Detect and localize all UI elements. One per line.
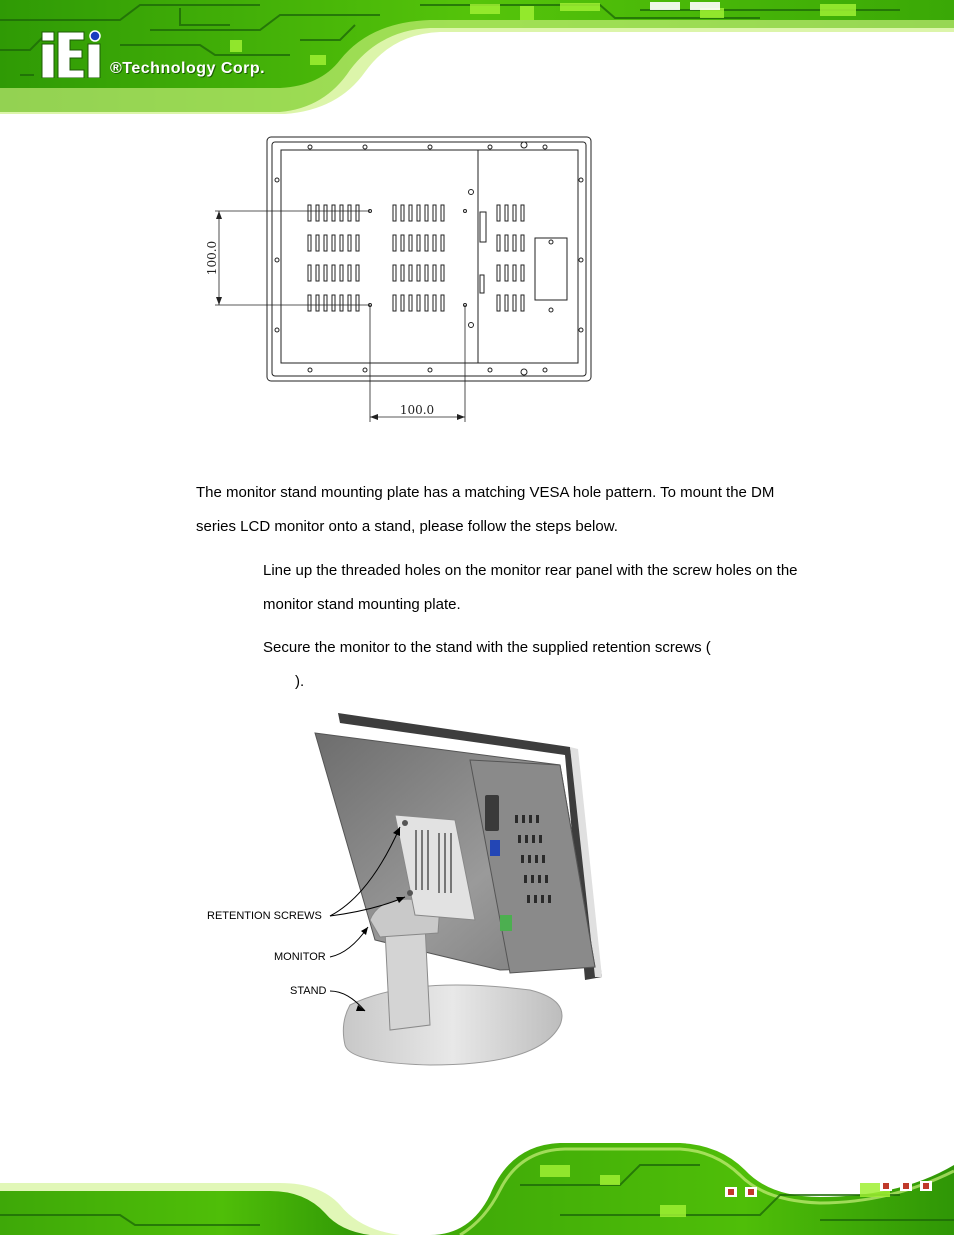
monitor-on-stand-illustration: [200, 705, 620, 1075]
stand-label: STAND: [290, 985, 327, 997]
step2-line-1: Secure the monitor to the stand with the supplied retention screws (: [263, 639, 711, 656]
iei-logo-icon: [40, 30, 106, 78]
rear-panel-vesa-diagram: [190, 130, 610, 430]
step2-line-2: ).: [295, 673, 305, 690]
vesa-drawing: [190, 130, 610, 430]
monitor-label: MONITOR: [274, 951, 326, 963]
horizontal-dimension-label: 100.0: [399, 403, 435, 417]
page-header: [0, 0, 954, 115]
company-name: ®Technology Corp.: [110, 60, 266, 77]
intro-line-2: series LCD monitor onto a stand, please follow the steps below.: [196, 518, 618, 535]
circuit-board-footer-banner: [0, 1125, 954, 1235]
step1-line-1: Line up the threaded holes on the monitor rear panel with the screw holes on the: [263, 562, 798, 579]
page-footer: [0, 1125, 954, 1235]
iei-logo: [40, 30, 106, 78]
monitor-stand-photo: [200, 705, 620, 1075]
circuit-board-banner: [0, 0, 954, 115]
vertical-dimension-label: 100.0: [205, 240, 219, 276]
intro-line-1: The monitor stand mounting plate has a matching VESA hole pattern. To mount the DM: [196, 484, 775, 501]
step1-line-2: monitor stand mounting plate.: [263, 596, 461, 613]
retention-screws-label: RETENTION SCREWS: [207, 910, 322, 922]
